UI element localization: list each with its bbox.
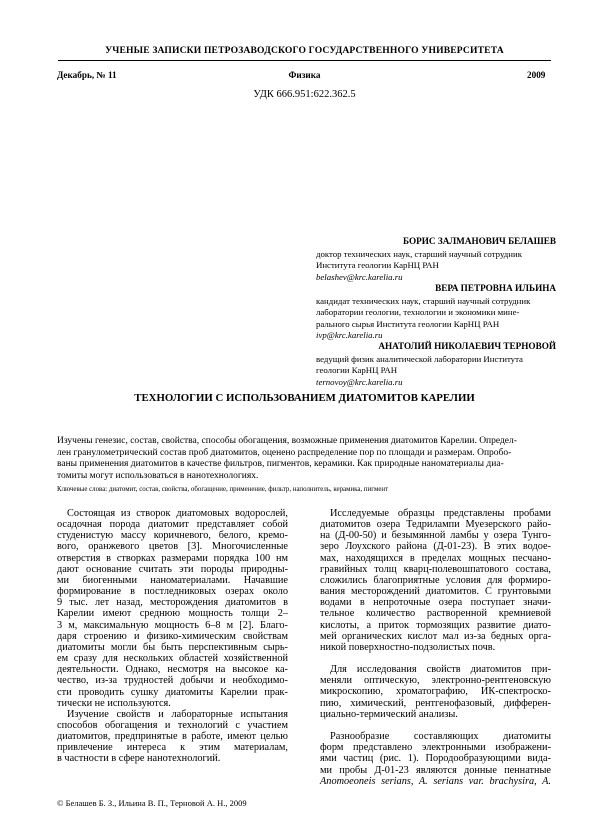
text-line: мей органических кислот мал из-за бедных орга- bbox=[320, 630, 551, 642]
abstract-line: томиты могут использоваться в нанотехнологиях. bbox=[57, 471, 259, 482]
abstract-line: ваны применения диатомитов в качестве фильтров, пигментов, керамики. Как природные наноматериалы диа- bbox=[57, 459, 504, 470]
author-email[interactable]: ternovoy@krc.karelia.ru bbox=[316, 376, 403, 387]
text-line: осадочная порода диатомит представляет собой bbox=[57, 519, 288, 531]
text-line: Состоящая из створок диатомовых водорослей, bbox=[67, 508, 288, 519]
text-line: мах, находящихся в пределах мощных песчано- bbox=[320, 552, 551, 564]
body-column-right bbox=[320, 508, 551, 787]
text-line: в частности в сфере нанотехнологий. bbox=[57, 753, 221, 765]
article-title: ТЕХНОЛОГИИ С ИСПОЛЬЗОВАНИЕМ ДИАТОМИТОВ КАРЕЛИИ bbox=[134, 392, 475, 404]
text-line: 3 м, максимальную мощность 6–8 м [2]. Благо- bbox=[57, 619, 288, 631]
abstract bbox=[57, 436, 557, 483]
issue-label: Декабрь, № 11 bbox=[57, 70, 117, 80]
text-line: вого, оранжевого цветов [3]. Многочисленные bbox=[57, 541, 288, 553]
author-name: ВЕРА ПЕТРОВНА ИЛЬИНА bbox=[435, 283, 556, 293]
text-line: студенистую массу коричневого, белого, кремо- bbox=[57, 530, 288, 542]
author-email[interactable]: ivp@krc.karelia.ru bbox=[316, 330, 383, 340]
text-line: Изучение свойств и лабораторные испытания bbox=[67, 708, 288, 720]
text-line: пию, химический, рентгенофазовый, дифферен- bbox=[320, 697, 551, 709]
text-line: тически не используются. bbox=[57, 697, 171, 709]
text-line: ями частиц (рис. 1). Породообразующими вида- bbox=[320, 753, 551, 765]
abstract-line: лен гранулометрический состав проб диатомитов, оценено распределение пор по площади и размерам. Опробо- bbox=[57, 447, 512, 458]
text-line: водами в непроточные озера поступает значи- bbox=[320, 597, 551, 609]
text-line: диатомитов озера Тедрилампи Муезерского райо- bbox=[320, 519, 551, 531]
text-line: сложились благоприятные условия для формиро- bbox=[320, 574, 551, 586]
text-line: тельное количество растворенной кремниевой bbox=[320, 608, 551, 620]
text-line: ми биогенными наноматериалами. Начавшие bbox=[57, 574, 288, 586]
text-line: формирование в постледниковых озерах около bbox=[57, 586, 288, 598]
text-line: сти проводить сушку диатомиты Карелии прак- bbox=[57, 686, 288, 698]
text-line: Для исследования свойств диатомитов при- bbox=[330, 664, 551, 676]
text-line: привлечение интереса к этим материалам, bbox=[57, 742, 288, 754]
text-line: на (Д-00-50) и безымянной ламбы у озера Тунго- bbox=[320, 530, 551, 542]
text-line: Anomoeoneis serians, A. serians var. brachysira, A. bbox=[320, 775, 551, 787]
affiliation-line: рального сырья Института геологии КарНЦ РАН bbox=[316, 318, 500, 329]
text-line: 9 тыс. лет назад, месторождения диатомитов в bbox=[57, 597, 288, 609]
text-line: способов обогащения и технологий с участием bbox=[57, 719, 288, 731]
text-line: зеро Лоухского района (Д-01-23). В этих водое- bbox=[320, 541, 551, 553]
text-line: Исследуемые образцы представлены пробами bbox=[330, 508, 551, 519]
author-email[interactable]: belashev@krc.karelia.ru bbox=[316, 271, 403, 282]
text-line: диатомитов, предпринятые в работе, имеют целью bbox=[57, 731, 288, 743]
text-line: ми пробы Д-01-23 являются донные пеннатные bbox=[320, 764, 551, 776]
text-line: ем сразу для нескольких областей хозяйственной bbox=[57, 653, 288, 665]
text-line: меняли оптическую, электронно-рентгеновскую bbox=[320, 675, 551, 687]
text-line: Карелии имеют среднюю мощность толщи 2– bbox=[57, 608, 288, 620]
text-line: микроскопию, хроматографию, ИК-спектроско- bbox=[320, 686, 551, 698]
affiliation-line: доктор технических наук, старший научный сотрудник bbox=[316, 248, 522, 259]
text-line: гравийных толщ кварц-полевошпатового состава, bbox=[320, 563, 551, 575]
text-line: кислоты, а приток тормозящих развитие диато- bbox=[320, 619, 551, 631]
text-line: чество, из-за трудностей добычи и необходимо- bbox=[57, 675, 288, 687]
author-name: АНАТОЛИЙ НИКОЛАЕВИЧ ТЕРНОВОЙ bbox=[378, 341, 556, 351]
text-line: форм представлено электронными изображени- bbox=[320, 742, 551, 754]
author-name: БОРИС ЗАЛМАНОВИЧ БЕЛАШЕВ bbox=[403, 236, 556, 246]
text-line: Разнообразие составляющих диатомиты bbox=[330, 731, 551, 743]
author-block-1 bbox=[316, 236, 556, 283]
abstract-line: Изучены генезис, состав, свойства, способы обогащения, возможные применения диатомитов Карелии. Определ- bbox=[57, 436, 517, 446]
text-line: диатомиты могли бы быть перспективным сырь- bbox=[57, 641, 288, 653]
journal-title: УЧЕНЫЕ ЗАПИСКИ ПЕТРОЗАВОДСКОГО ГОСУДАРСТВЕННОГО УНИВЕРСИТЕТА bbox=[105, 45, 504, 56]
text-line: вания месторождений диатомитов. С грунтовыми bbox=[320, 586, 551, 598]
text-line: деятельности. Однако, несмотря на высокое ка- bbox=[57, 664, 288, 676]
text-line: даря строению и физико-химическим свойствам bbox=[57, 630, 288, 642]
author-block-2 bbox=[316, 283, 556, 342]
affiliation-line: кандидат технических наук, старший научный сотрудник bbox=[316, 295, 531, 306]
year-label: 2009 bbox=[527, 70, 546, 80]
header-rule bbox=[58, 60, 551, 61]
affiliation-line: геологии КарНЦ РАН bbox=[316, 365, 398, 375]
section-label: Физика bbox=[288, 70, 321, 80]
text-line: никой поверхностно-подзолистых почв. bbox=[320, 641, 496, 653]
body-column-left bbox=[57, 508, 288, 765]
affiliation-line: лаборатории геологии, технологии и экономики мине- bbox=[316, 307, 520, 317]
udk-code: УДК 666.951:622.362.5 bbox=[253, 89, 356, 100]
affiliation-line: Института геологии КарНЦ РАН bbox=[316, 260, 439, 270]
text-line: циально-термический анализы. bbox=[320, 708, 458, 720]
keywords: Ключевые слова: диатомит, состав, свойства, обогащение, применение, фильтр, наполнитель, керамика, пигмент bbox=[57, 486, 389, 493]
copyright-notice: © Белашев Б. З., Ильина В. П., Терновой А. Н., 2009 bbox=[57, 798, 247, 808]
text-line: дают основание считать эти породы природны- bbox=[57, 563, 288, 575]
affiliation-line: ведущий физик аналитической лаборатории Института bbox=[316, 353, 523, 364]
text-line: отверстия в створках размерами порядка 100 нм bbox=[57, 552, 288, 564]
author-block-3 bbox=[316, 341, 556, 388]
